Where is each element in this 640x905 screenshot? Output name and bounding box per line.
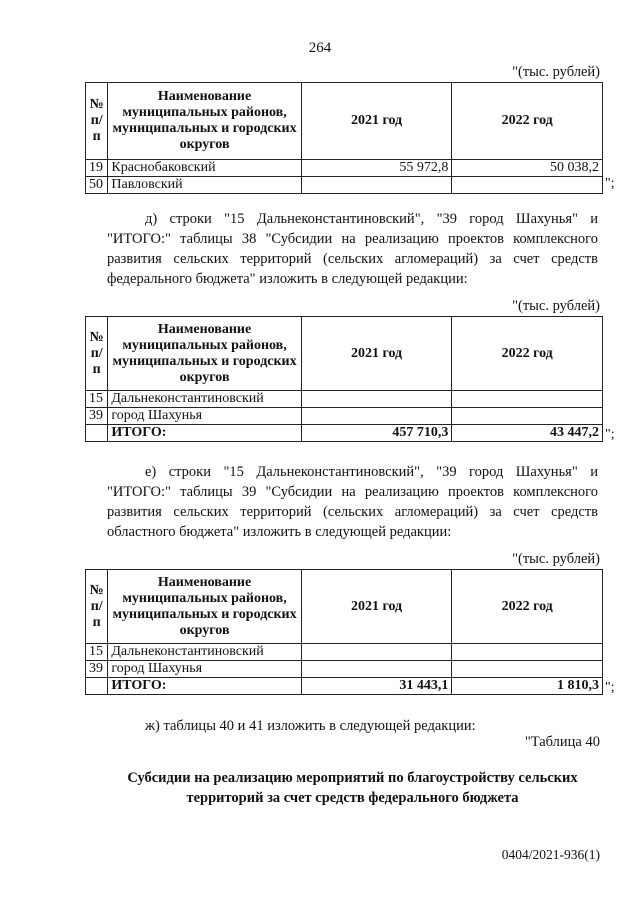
total-2022: 1 810,3 [452,678,603,695]
row-2022 [452,391,603,408]
header-2021: 2021 год [301,570,452,644]
table-header-row [86,317,603,391]
paragraph-d: д) строки "15 Дальнеконстантиновский", "39 город Шахунья" и "ИТОГО:" таблицы 38 "Субсидии на реализацию проектов комплексного развития сельских территорий (сельских агломераций) за счет средств федерального бюджета" изложить в следующей редакции: [107,211,598,287]
row-num: 50 [86,177,108,194]
header-name: Наименование муниципальных районов, муниципальных и городских округов [108,317,301,391]
total-2022: 43 447,2 [452,425,603,442]
page-number: 264 [308,40,332,56]
table-2-close-quote: "; [605,427,615,442]
table-header-row [86,570,603,644]
table-3-close-quote: "; [605,680,615,695]
total-num [86,678,108,695]
row-name: Павловский [108,177,301,194]
row-2021 [301,408,452,425]
total-label: ИТОГО: [108,425,301,442]
row-name: Краснобаковский [108,160,301,177]
row-2021 [301,661,452,678]
header-2022: 2022 год [452,317,603,391]
table-1 [85,82,603,194]
header-2022: 2022 год [452,83,603,160]
table-3 [85,569,603,695]
row-2022 [452,644,603,661]
total-num [86,425,108,442]
table-row [86,177,603,194]
table-40-label: "Таблица 40 [524,734,600,750]
row-2021 [301,644,452,661]
row-num: 39 [86,661,108,678]
row-2021 [301,391,452,408]
unit-label-3: "(тыс. рублей) [512,551,600,567]
row-num: 39 [86,408,108,425]
unit-label-2: "(тыс. рублей) [512,298,600,314]
row-2021: 55 972,8 [301,160,452,177]
table-total-row [86,678,603,695]
row-2022 [452,177,603,194]
table-row [86,644,603,661]
table-row [86,160,603,177]
total-2021: 457 710,3 [301,425,452,442]
row-2022 [452,408,603,425]
total-label: ИТОГО: [108,678,301,695]
header-2021: 2021 год [301,317,452,391]
table-total-row [86,425,603,442]
header-name: Наименование муниципальных районов, муниципальных и городских округов [108,570,301,644]
row-2022 [452,661,603,678]
table-header-row [86,83,603,160]
row-name: Дальнеконстантиновский [108,644,301,661]
row-num: 19 [86,160,108,177]
row-name: Дальнеконстантиновский [108,391,301,408]
table-row [86,408,603,425]
total-2021: 31 443,1 [301,678,452,695]
row-2022: 50 038,2 [452,160,603,177]
header-num: № п/п [86,83,108,160]
unit-label-1: "(тыс. рублей) [512,64,600,80]
row-num: 15 [86,644,108,661]
document-code: 0404/2021-936(1) [501,847,600,862]
row-name: город Шахунья [108,408,301,425]
paragraph-e: е) строки "15 Дальнеконстантиновский", "39 город Шахунья" и "ИТОГО:" таблицы 39 "Субсидии на реализацию проектов комплексного развития сельских территорий (сельских агломераций) за счет средств областного бюджета" изложить в следующей редакции: [107,464,598,540]
header-num: № п/п [86,570,108,644]
row-name: город Шахунья [108,661,301,678]
paragraph-zh: ж) таблицы 40 и 41 изложить в следующей редакции: [145,718,476,734]
header-num: № п/п [86,317,108,391]
table-2 [85,316,603,442]
section-heading: Субсидии на реализацию мероприятий по благоустройству сельских территорий за счет средств федерального бюджета [127,770,578,806]
row-num: 15 [86,391,108,408]
row-2021 [301,177,452,194]
table-row [86,391,603,408]
table-1-close-quote: "; [605,176,615,191]
header-2021: 2021 год [301,83,452,160]
header-name: Наименование муниципальных районов, муниципальных и городских округов [108,83,301,160]
table-row [86,661,603,678]
header-2022: 2022 год [452,570,603,644]
